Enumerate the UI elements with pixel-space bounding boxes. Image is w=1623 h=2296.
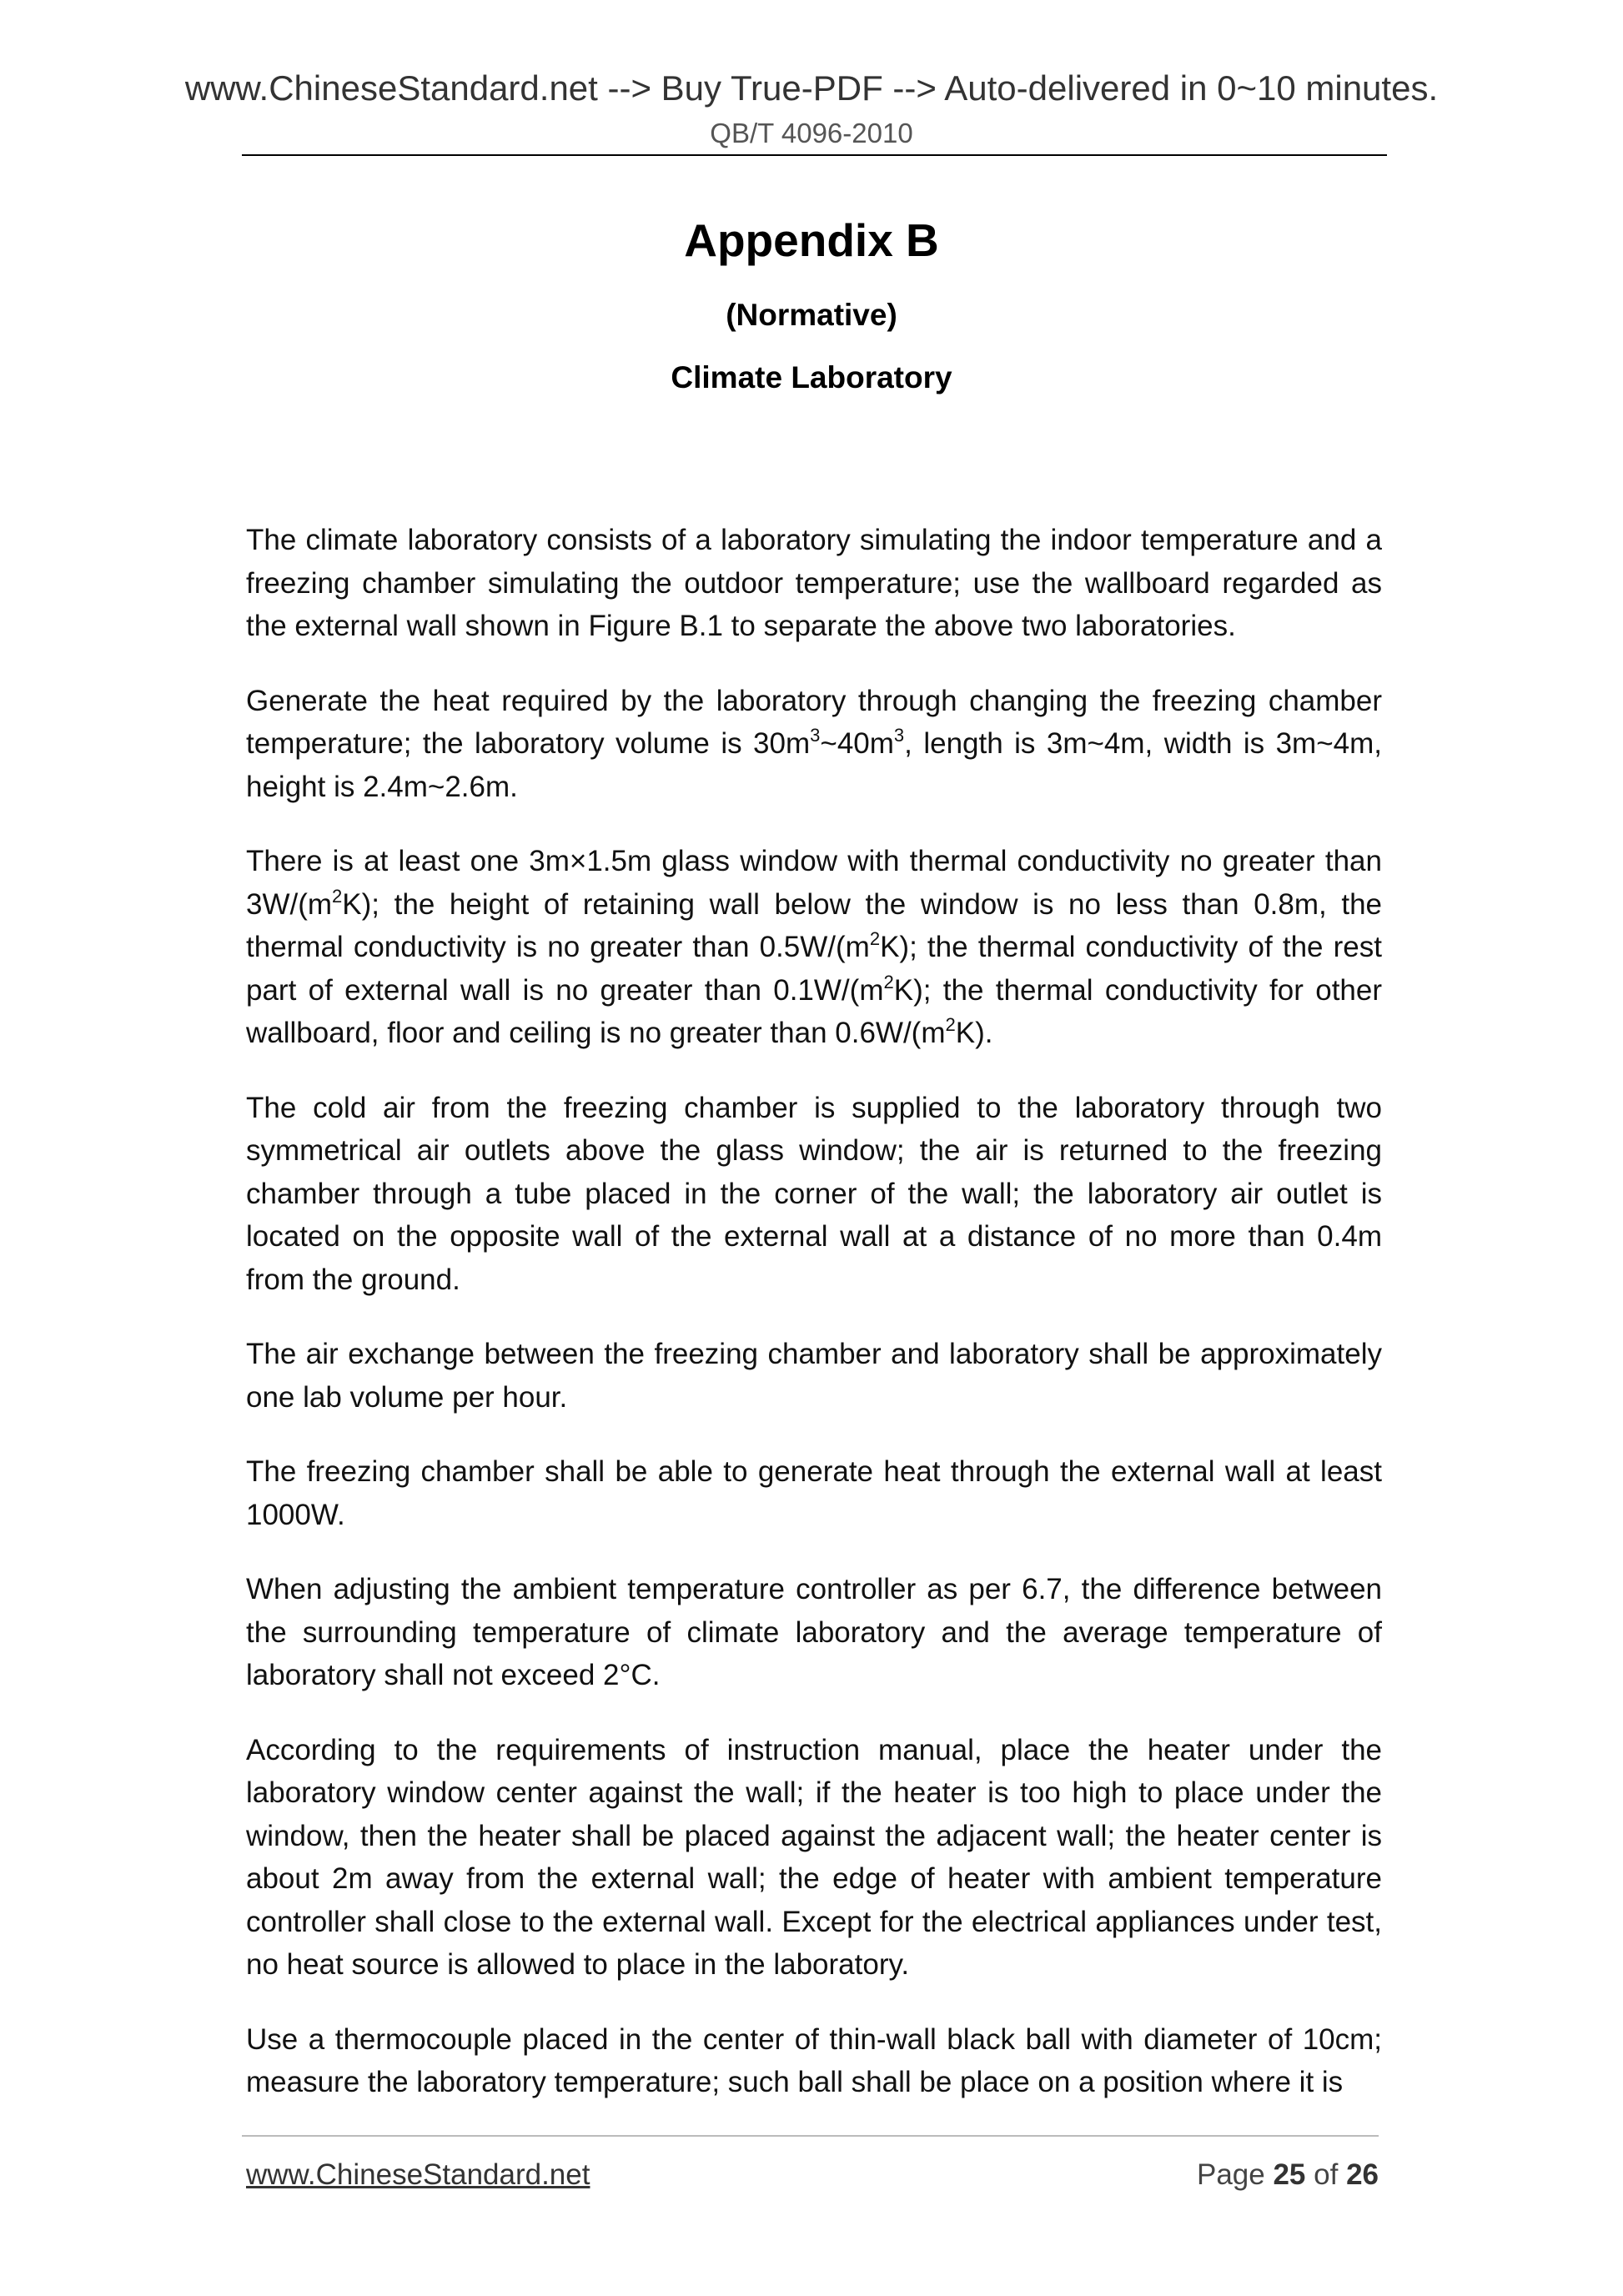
standard-code: QB/T 4096-2010 xyxy=(710,118,913,148)
text-run: K); the thermal conductivity of the rest part of external wall is no greater than 0.1W/(m xyxy=(246,931,1382,1007)
footer-divider xyxy=(242,2135,1379,2137)
superscript: 2 xyxy=(883,971,894,992)
text-run: ~40m xyxy=(820,727,894,760)
text-run: K); the thermal conductivity for other wallboard, floor and ceiling is no greater than 0.6W/(m xyxy=(246,973,1382,1049)
page-label: Page xyxy=(1196,2158,1265,2191)
paragraph-3 xyxy=(246,840,1382,1055)
superscript: 2 xyxy=(945,1014,956,1035)
footer-site-link[interactable]: www.ChineseStandard.net xyxy=(246,2158,590,2191)
appendix-title: Appendix B xyxy=(684,214,939,266)
text-run: There is at least one 3m×1.5m glass window with thermal conductivity no greater than 3W/(m xyxy=(246,845,1382,921)
paragraph-5: The air exchange between the freezing chamber and laboratory shall be approximately one lab volume per hour. xyxy=(246,1338,1382,1414)
paragraph-4: The cold air from the freezing chamber is supplied to the laboratory through two symmetrical air outlets above the glass window; the air is returned to the freezing chamber through a tube placed in the corner of the wall; the laboratory air outlet is located on the opposite wall of the external wall at a distance of no more than 0.4m from the ground. xyxy=(246,1091,1382,1296)
paragraph-6: The freezing chamber shall be able to generate heat through the external wall at least 1000W. xyxy=(246,1455,1382,1531)
superscript: 2 xyxy=(332,885,343,907)
paragraph-8: According to the requirements of instruction manual, place the heater under the laboratory window center against the wall; if the heater is too high to place under the window, then the heater shall be placed against the adjacent wall; the heater center is about 2m away from the external wall; the edge of heater with ambient temperature controller shall close to the external wall. Except for the electrical appliances under test, no heat source is allowed to place in the laboratory. xyxy=(246,1733,1382,1981)
text-run: , length is 3m~4m, width is 3m~4m, height is 2.4m~2.6m. xyxy=(246,727,1382,803)
page-current: 25 xyxy=(1273,2158,1306,2191)
paragraph-2 xyxy=(246,680,1382,809)
header-divider xyxy=(242,154,1387,156)
appendix-subject: Climate Laboratory xyxy=(671,360,952,394)
page-number xyxy=(1197,2155,1379,2195)
paragraph-9: Use a thermocouple placed in the center of thin-wall black ball with diameter of 10cm; measure the laboratory temperature; such ball shall be place on a position where it is xyxy=(246,2022,1382,2098)
header-banner: www.ChineseStandard.net --> Buy True-PDF --> Auto-delivered in 0~10 minutes. xyxy=(184,68,1439,108)
superscript: 2 xyxy=(869,928,881,949)
paragraph-7: When adjusting the ambient temperature controller as per 6.7, the difference between the surrounding temperature of climate laboratory and the average temperature of laboratory shall not exceed 2°C. xyxy=(246,1573,1382,1691)
page-total: 26 xyxy=(1346,2158,1379,2191)
paragraph-1: The climate laboratory consists of a laboratory simulating the indoor temperature and a freezing chamber simulating the outdoor temperature; use the wallboard regarded as the external wall shown in Figure B.1 to separate the above two laboratories. xyxy=(246,524,1382,642)
text-run: K). xyxy=(955,1017,993,1049)
superscript: 3 xyxy=(810,725,821,746)
text-run: K); the height of retaining wall below the window is no less than 0.8m, the thermal conductivity is no greater than 0.5W/(m xyxy=(246,887,1382,963)
page-of: of xyxy=(1314,2158,1339,2191)
appendix-normative-label: (Normative) xyxy=(726,298,897,332)
body-text xyxy=(246,519,1382,2136)
text-run: Generate the heat required by the laboratory through changing the freezing chamber temperature; the laboratory volume is 30m xyxy=(246,684,1382,760)
superscript: 3 xyxy=(893,725,905,746)
